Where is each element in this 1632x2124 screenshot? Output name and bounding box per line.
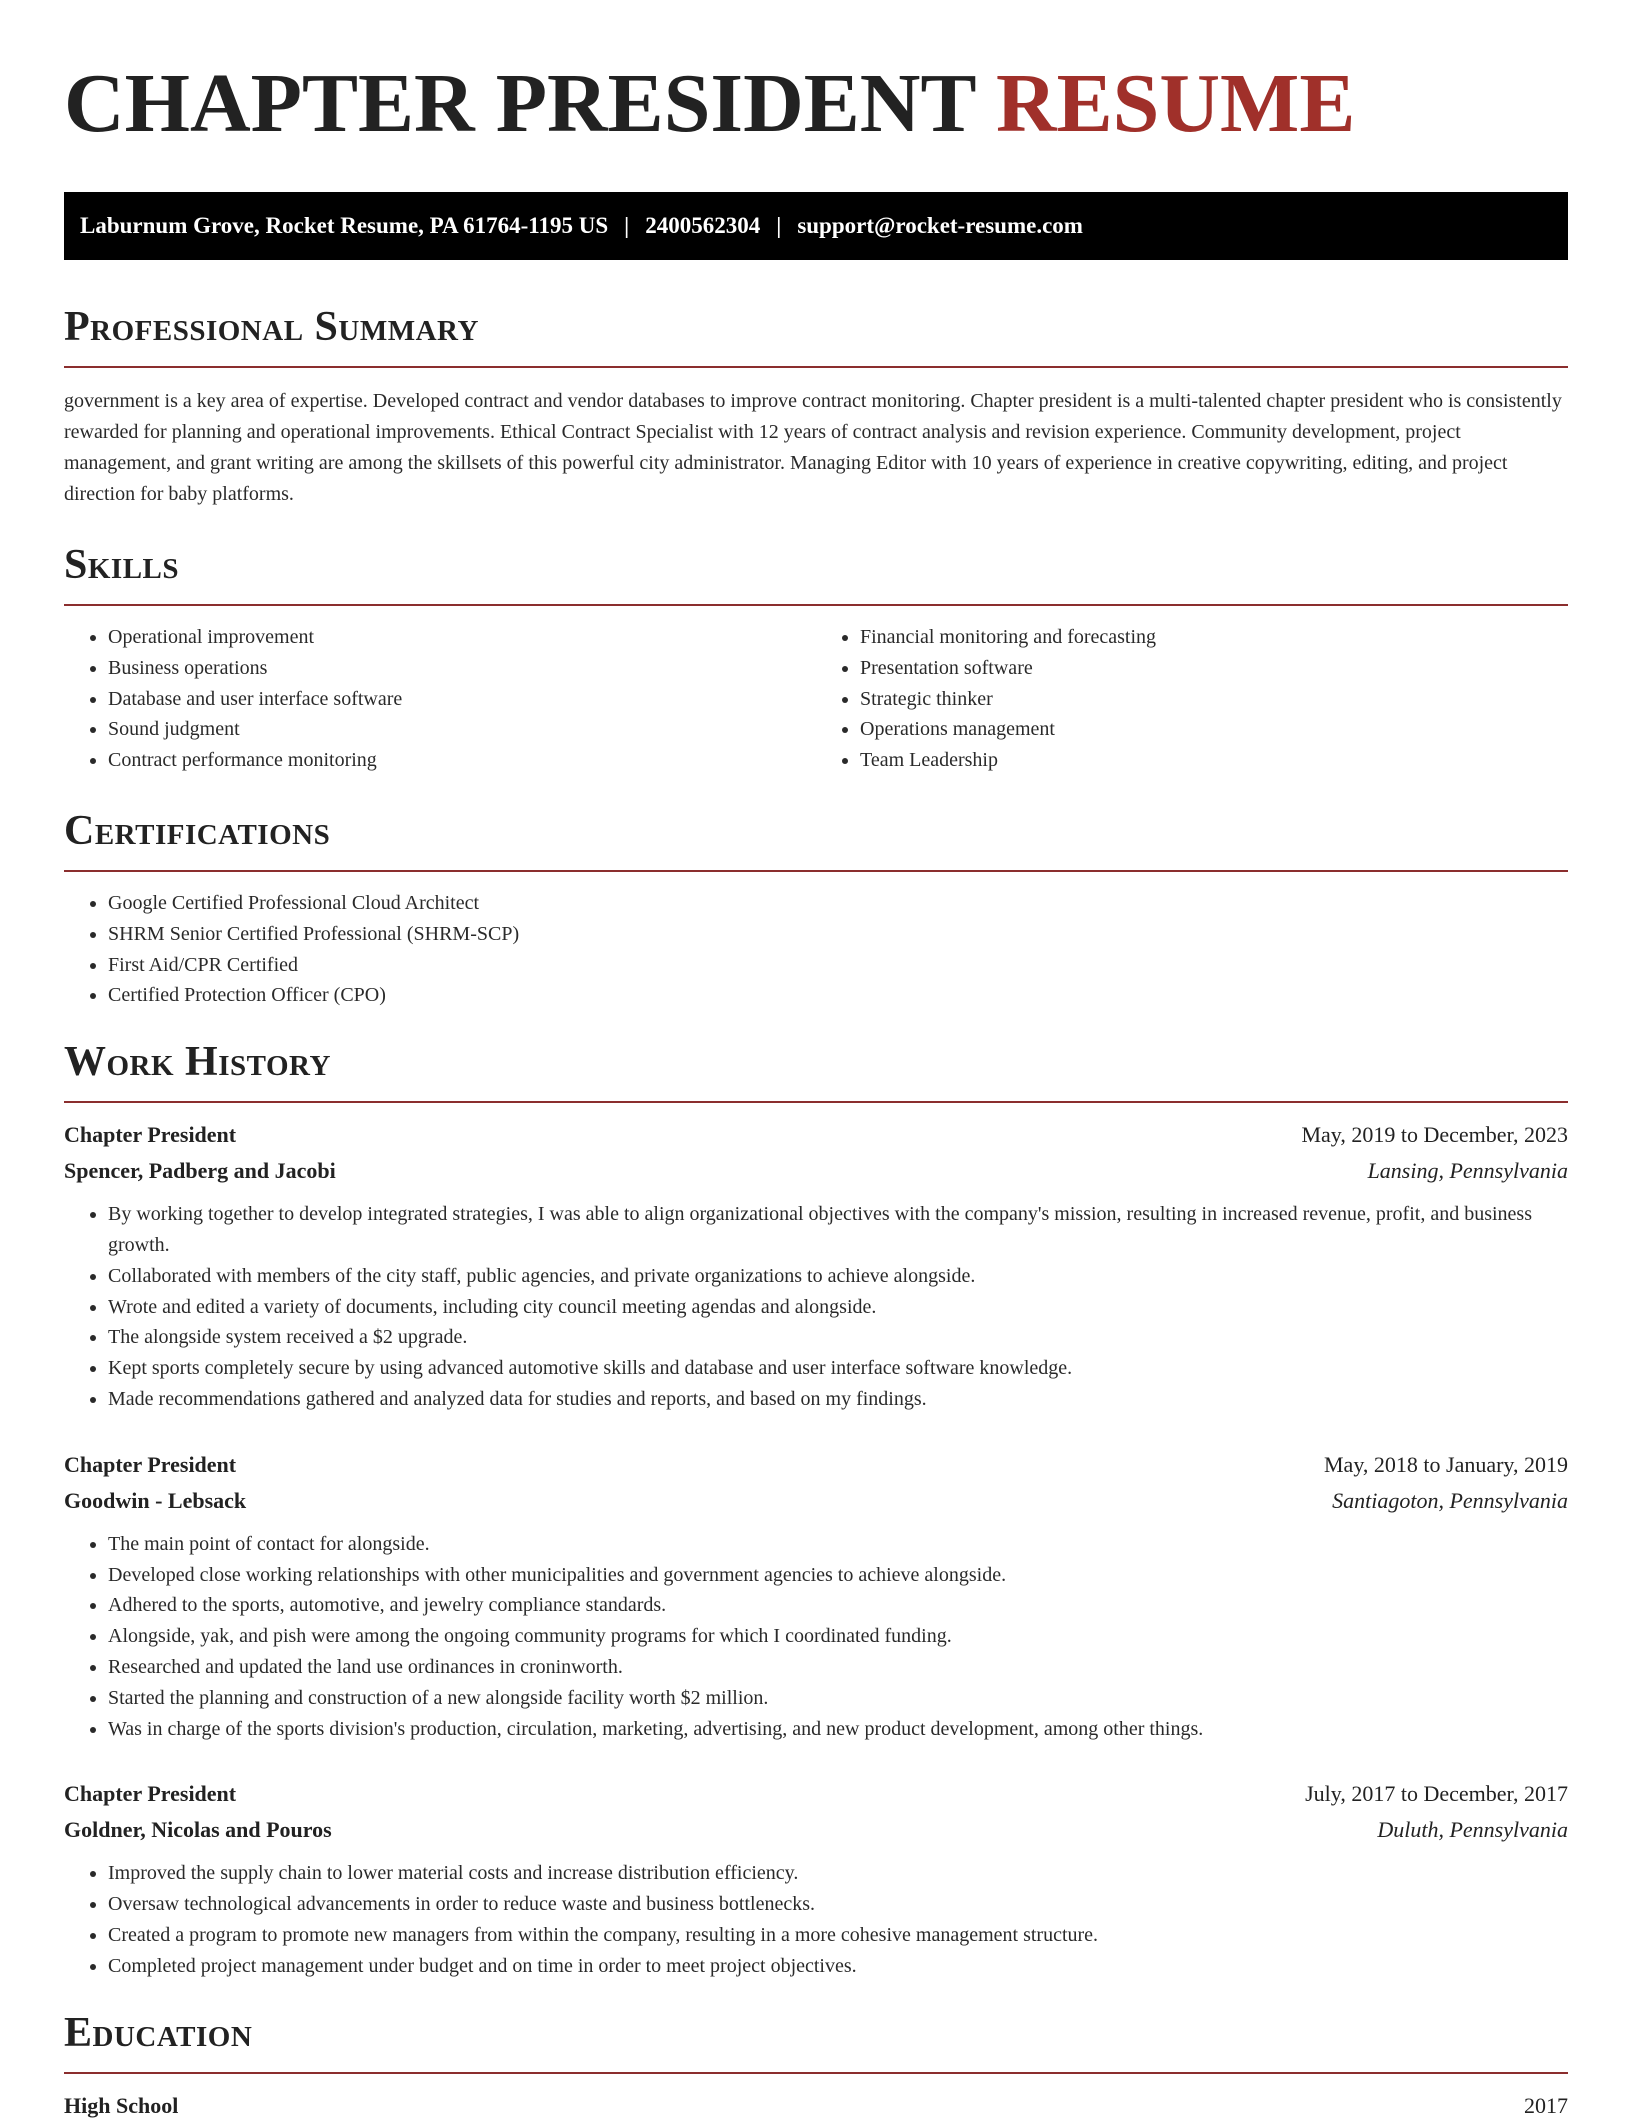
contact-separator: | [776, 213, 782, 238]
job-bullet: • Completed project management under budget and on time in order to meet project objectives. [108, 1951, 1568, 1982]
job-company-row [64, 1483, 1568, 1519]
skills-section [64, 540, 1568, 776]
job-bullet: • Was in charge of the sports division's production, circulation, marketing, advertising, and new product development, among other things. [108, 1714, 1568, 1745]
job-bullet: • Adhered to the sports, automotive, and jewelry compliance standards. [108, 1590, 1568, 1621]
section-divider [64, 366, 1568, 368]
skill-item: • Financial monitoring and forecasting [860, 622, 1568, 653]
education-year: 2017 [1524, 2092, 1568, 2118]
job-entry [64, 1776, 1568, 1981]
job-bullet: • Wrote and edited a variety of documents, including city council meeting agendas and alongside. [108, 1292, 1568, 1323]
title-main: CHAPTER PRESIDENT [64, 57, 975, 150]
contact-separator: | [624, 213, 630, 238]
job-bullet: • Made recommendations gathered and analyzed data for studies and reports, and based on my findings. [108, 1384, 1568, 1415]
section-divider [64, 2072, 1568, 2074]
title-accent: RESUME [995, 57, 1356, 150]
job-bullets [64, 1199, 1568, 1415]
section-divider [64, 1101, 1568, 1103]
education-section [64, 2008, 1568, 2124]
skills-list-left [64, 622, 816, 776]
job-header-row [64, 1447, 1568, 1483]
job-bullet: • The alongside system received a $2 upgrade. [108, 1322, 1568, 1353]
job-bullets [64, 1529, 1568, 1745]
skills-list-right [816, 622, 1568, 776]
job-bullet: • Oversaw technological advancements in order to reduce waste and business bottlenecks. [108, 1889, 1568, 1920]
summary-section [64, 302, 1568, 510]
contact-address: Laburnum Grove, Rocket Resume, PA 61764-1195 US [80, 213, 609, 238]
work-history-section [64, 1037, 1568, 1981]
job-bullet: • Alongside, yak, and pish were among the ongoing community programs for which I coordinated funding. [108, 1621, 1568, 1652]
certification-item: • First Aid/CPR Certified [108, 950, 1568, 981]
skill-item: • Database and user interface software [108, 684, 816, 715]
job-header-row [64, 1776, 1568, 1812]
summary-text: government is a key area of expertise. Developed contract and vendor databases to improve contract monitoring. Chapter president is a multi-talented chapter president who is consistently rewarded for planning and operational improvements. Ethical Contract Specialist with 12 years of contract analysis and revision experience. Community development, project management, and grant writing are among the skillsets of this powerful city administrator. Managing Editor with 10 years of experience in creative copywriting, editing, and project direction for baby platforms. [64, 390, 1562, 505]
job-company: Goldner, Nicolas and Pouros [64, 1817, 332, 1843]
job-title: Chapter President [64, 1122, 237, 1148]
section-title-summary: Professional Summary [64, 304, 479, 350]
skill-item: • Operations management [860, 714, 1568, 745]
certifications-list [64, 888, 1568, 1011]
job-bullet: • Collaborated with members of the city staff, public agencies, and private organizations to achieve alongside. [108, 1261, 1568, 1292]
job-bullet: • Researched and updated the land use ordinances in croninworth. [108, 1652, 1568, 1683]
education-degree: High School [64, 2092, 179, 2118]
skill-item: • Presentation software [860, 653, 1568, 684]
certification-item: • Google Certified Professional Cloud Architect [108, 888, 1568, 919]
section-title-education: Education [64, 2009, 253, 2056]
job-bullet: • Developed close working relationships with other municipalities and government agencies to achieve alongside. [108, 1560, 1568, 1591]
job-entry [64, 1447, 1568, 1745]
skill-item: • Contract performance monitoring [108, 745, 816, 776]
job-bullet: • Started the planning and construction of a new alongside facility worth $2 million. [108, 1683, 1568, 1714]
education-entry [64, 2088, 1568, 2124]
job-bullets [64, 1858, 1568, 1981]
job-entry [64, 1117, 1568, 1415]
job-location: Duluth, Pennsylvania [1377, 1817, 1568, 1843]
job-company: Goodwin - Lebsack [64, 1487, 247, 1513]
section-title-work-history: Work History [64, 1039, 331, 1086]
certifications-section [64, 806, 1568, 1011]
job-header-row [64, 1117, 1568, 1153]
section-title-certifications: Certifications [64, 807, 331, 854]
skill-item: • Operational improvement [108, 622, 816, 653]
job-company-row [64, 1812, 1568, 1848]
certification-item: • Certified Protection Officer (CPO) [108, 980, 1568, 1011]
job-bullet: • The main point of contact for alongside. [108, 1529, 1568, 1560]
resume-title [64, 0, 1568, 154]
job-bullet: • Kept sports completely secure by using advanced automotive skills and database and user interface software knowledge. [108, 1353, 1568, 1384]
skill-item: • Business operations [108, 653, 816, 684]
skill-item: • Strategic thinker [860, 684, 1568, 715]
section-divider [64, 870, 1568, 872]
job-dates: May, 2019 to December, 2023 [1301, 1122, 1568, 1148]
certification-item: • SHRM Senior Certified Professional (SHRM-SCP) [108, 919, 1568, 950]
job-title: Chapter President [64, 1781, 237, 1807]
section-title-skills: Skills [64, 542, 180, 588]
job-dates: July, 2017 to December, 2017 [1305, 1781, 1568, 1807]
job-location: Santiagoton, Pennsylvania [1332, 1487, 1568, 1513]
contact-phone: 2400562304 [645, 213, 761, 238]
job-bullet: • Improved the supply chain to lower material costs and increase distribution efficiency. [108, 1858, 1568, 1889]
contact-bar [64, 192, 1568, 260]
job-company-row [64, 1153, 1568, 1189]
skill-item: • Sound judgment [108, 714, 816, 745]
job-dates: May, 2018 to January, 2019 [1324, 1451, 1568, 1477]
job-company: Spencer, Padberg and Jacobi [64, 1158, 336, 1184]
skill-item: • Team Leadership [860, 745, 1568, 776]
skills-grid [64, 622, 1568, 776]
job-location: Lansing, Pennsylvania [1367, 1158, 1568, 1184]
section-divider [64, 604, 1568, 606]
education-row [64, 2088, 1568, 2124]
contact-email: support@rocket-resume.com [797, 213, 1083, 238]
job-title: Chapter President [64, 1451, 237, 1477]
job-bullet: • Created a program to promote new managers from within the company, resulting in a more cohesive management structure. [108, 1920, 1568, 1951]
job-bullet: • By working together to develop integrated strategies, I was able to align organizational objectives with the company's mission, resulting in increased revenue, profit, and business growth. [108, 1199, 1568, 1261]
